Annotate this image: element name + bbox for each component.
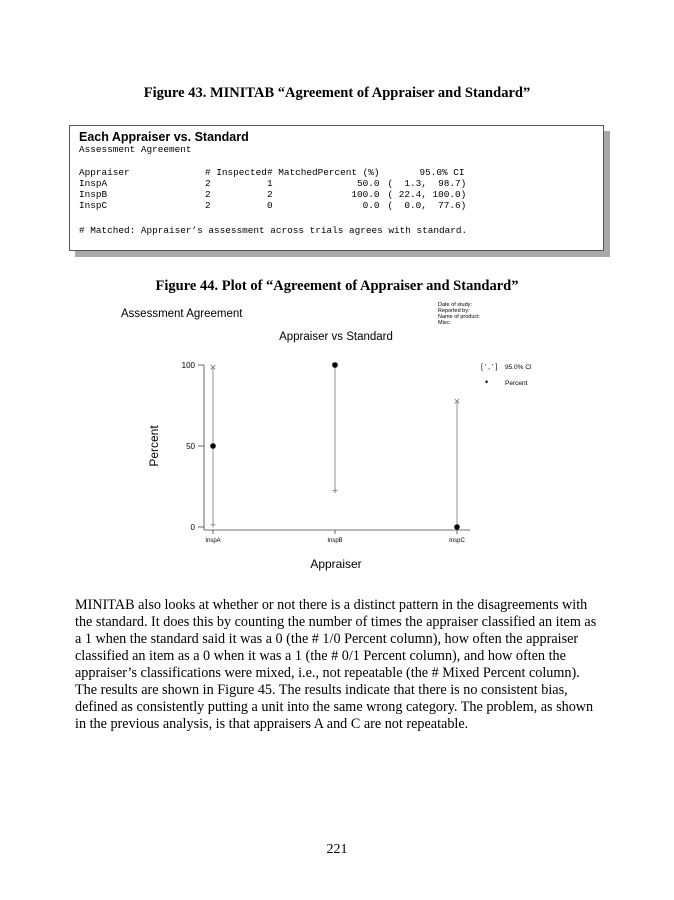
- body-paragraph: MINITAB also looks at whether or not there is a distinct pattern in the disagreements with the standard. It does this by counting the number of times the appraiser classified an item as a 1 when the standard said it was a 0 (the # 1/0 Percent column), how often the appraiser classified an item as a 0 when it was a 1 (the # 0/1 Percent column), and how often the appraiser’s classifications were mixed, i.e., not repeatable (the # Mixed Percent column). The results are shown in Figure 45. The results indicate that there is no consistent bias, defined as consistently putting a unit into the same wrong category. The problem, as shown in the previous analysis, is that appraisers A and C are not repeatable.: [75, 597, 597, 732]
- study-info-block: [438, 302, 481, 326]
- table-header-row: [79, 167, 540, 178]
- figure-43-caption: Figure 43. MINITAB “Agreement of Appraiser and Standard”: [143, 85, 531, 101]
- cell-appraiser: InspC: [79, 200, 108, 211]
- header-matched: # Matched: [267, 167, 318, 178]
- x-tick-label: InspB: [327, 538, 343, 544]
- chart-title: Appraiser vs Standard: [279, 331, 393, 343]
- y-tick-label: 50: [186, 442, 195, 451]
- chart-legend: [481, 364, 532, 387]
- y-tick-label: 100: [181, 361, 195, 370]
- legend-ci-symbol: [ ' , ' ]: [481, 364, 498, 371]
- legend-percent-symbol: •: [485, 377, 489, 387]
- info-date-label: Date of study:: [438, 302, 472, 308]
- chart-header-title: Assessment Agreement: [121, 308, 243, 320]
- cell-inspected: 2: [205, 189, 211, 200]
- percent-point: [210, 443, 216, 449]
- info-reported-label: Reported by:: [438, 308, 470, 314]
- header-inspected: # Inspected: [205, 167, 267, 178]
- figure-44-caption: Figure 44. Plot of “Agreement of Appraiser and Standard”: [155, 278, 519, 294]
- header-percent: Percent (%): [317, 167, 380, 178]
- cell-percent: 100.0: [351, 189, 380, 200]
- percent-point: [454, 524, 460, 530]
- x-axis-label: Appraiser: [310, 557, 362, 571]
- cell-matched: 1: [267, 178, 273, 189]
- cell-appraiser: InspA: [79, 178, 108, 189]
- cell-percent: 0.0: [362, 200, 380, 211]
- cell-matched: 2: [267, 189, 273, 200]
- cell-inspected: 2: [205, 200, 211, 211]
- percent-point: [332, 362, 338, 368]
- agreement-chart: [0, 290, 674, 580]
- cell-matched: 0: [267, 200, 273, 211]
- cell-ci: ( 1.3, 98.7): [387, 178, 467, 189]
- table-row: [79, 189, 540, 200]
- y-axis-label: Percent: [147, 425, 161, 467]
- session-subtitle: Assessment Agreement: [79, 144, 192, 155]
- header-appraiser: Appraiser: [79, 167, 130, 178]
- legend-ci-label: 95.0% CI: [505, 364, 532, 371]
- cell-appraiser: InspB: [79, 189, 108, 200]
- info-misc-label: Misc:: [438, 320, 451, 326]
- x-tick-label: InspA: [205, 538, 221, 544]
- header-ci: 95.0% CI: [419, 167, 465, 178]
- session-title: Each Appraiser vs. Standard: [79, 130, 249, 144]
- y-tick-label: 0: [190, 523, 195, 532]
- table-row: [79, 178, 540, 189]
- assessment-agreement-table: [79, 167, 540, 211]
- ci-lower-marker: [211, 522, 216, 527]
- cell-ci: ( 0.0, 77.6): [387, 200, 467, 211]
- legend-percent-label: Percent: [505, 380, 528, 387]
- cell-percent: 50.0: [357, 178, 380, 189]
- ci-lower-marker: [333, 488, 338, 493]
- x-tick-label: InspC: [449, 538, 465, 544]
- table-row: [79, 200, 540, 211]
- page-number: 221: [326, 842, 348, 857]
- minitab-session-output: [69, 125, 604, 251]
- info-product-label: Name of product:: [438, 314, 481, 320]
- session-footnote: # Matched: Appraiser’s assessment across trials agrees with standard.: [79, 225, 468, 236]
- cell-inspected: 2: [205, 178, 211, 189]
- cell-ci: ( 22.4, 100.0): [387, 189, 467, 200]
